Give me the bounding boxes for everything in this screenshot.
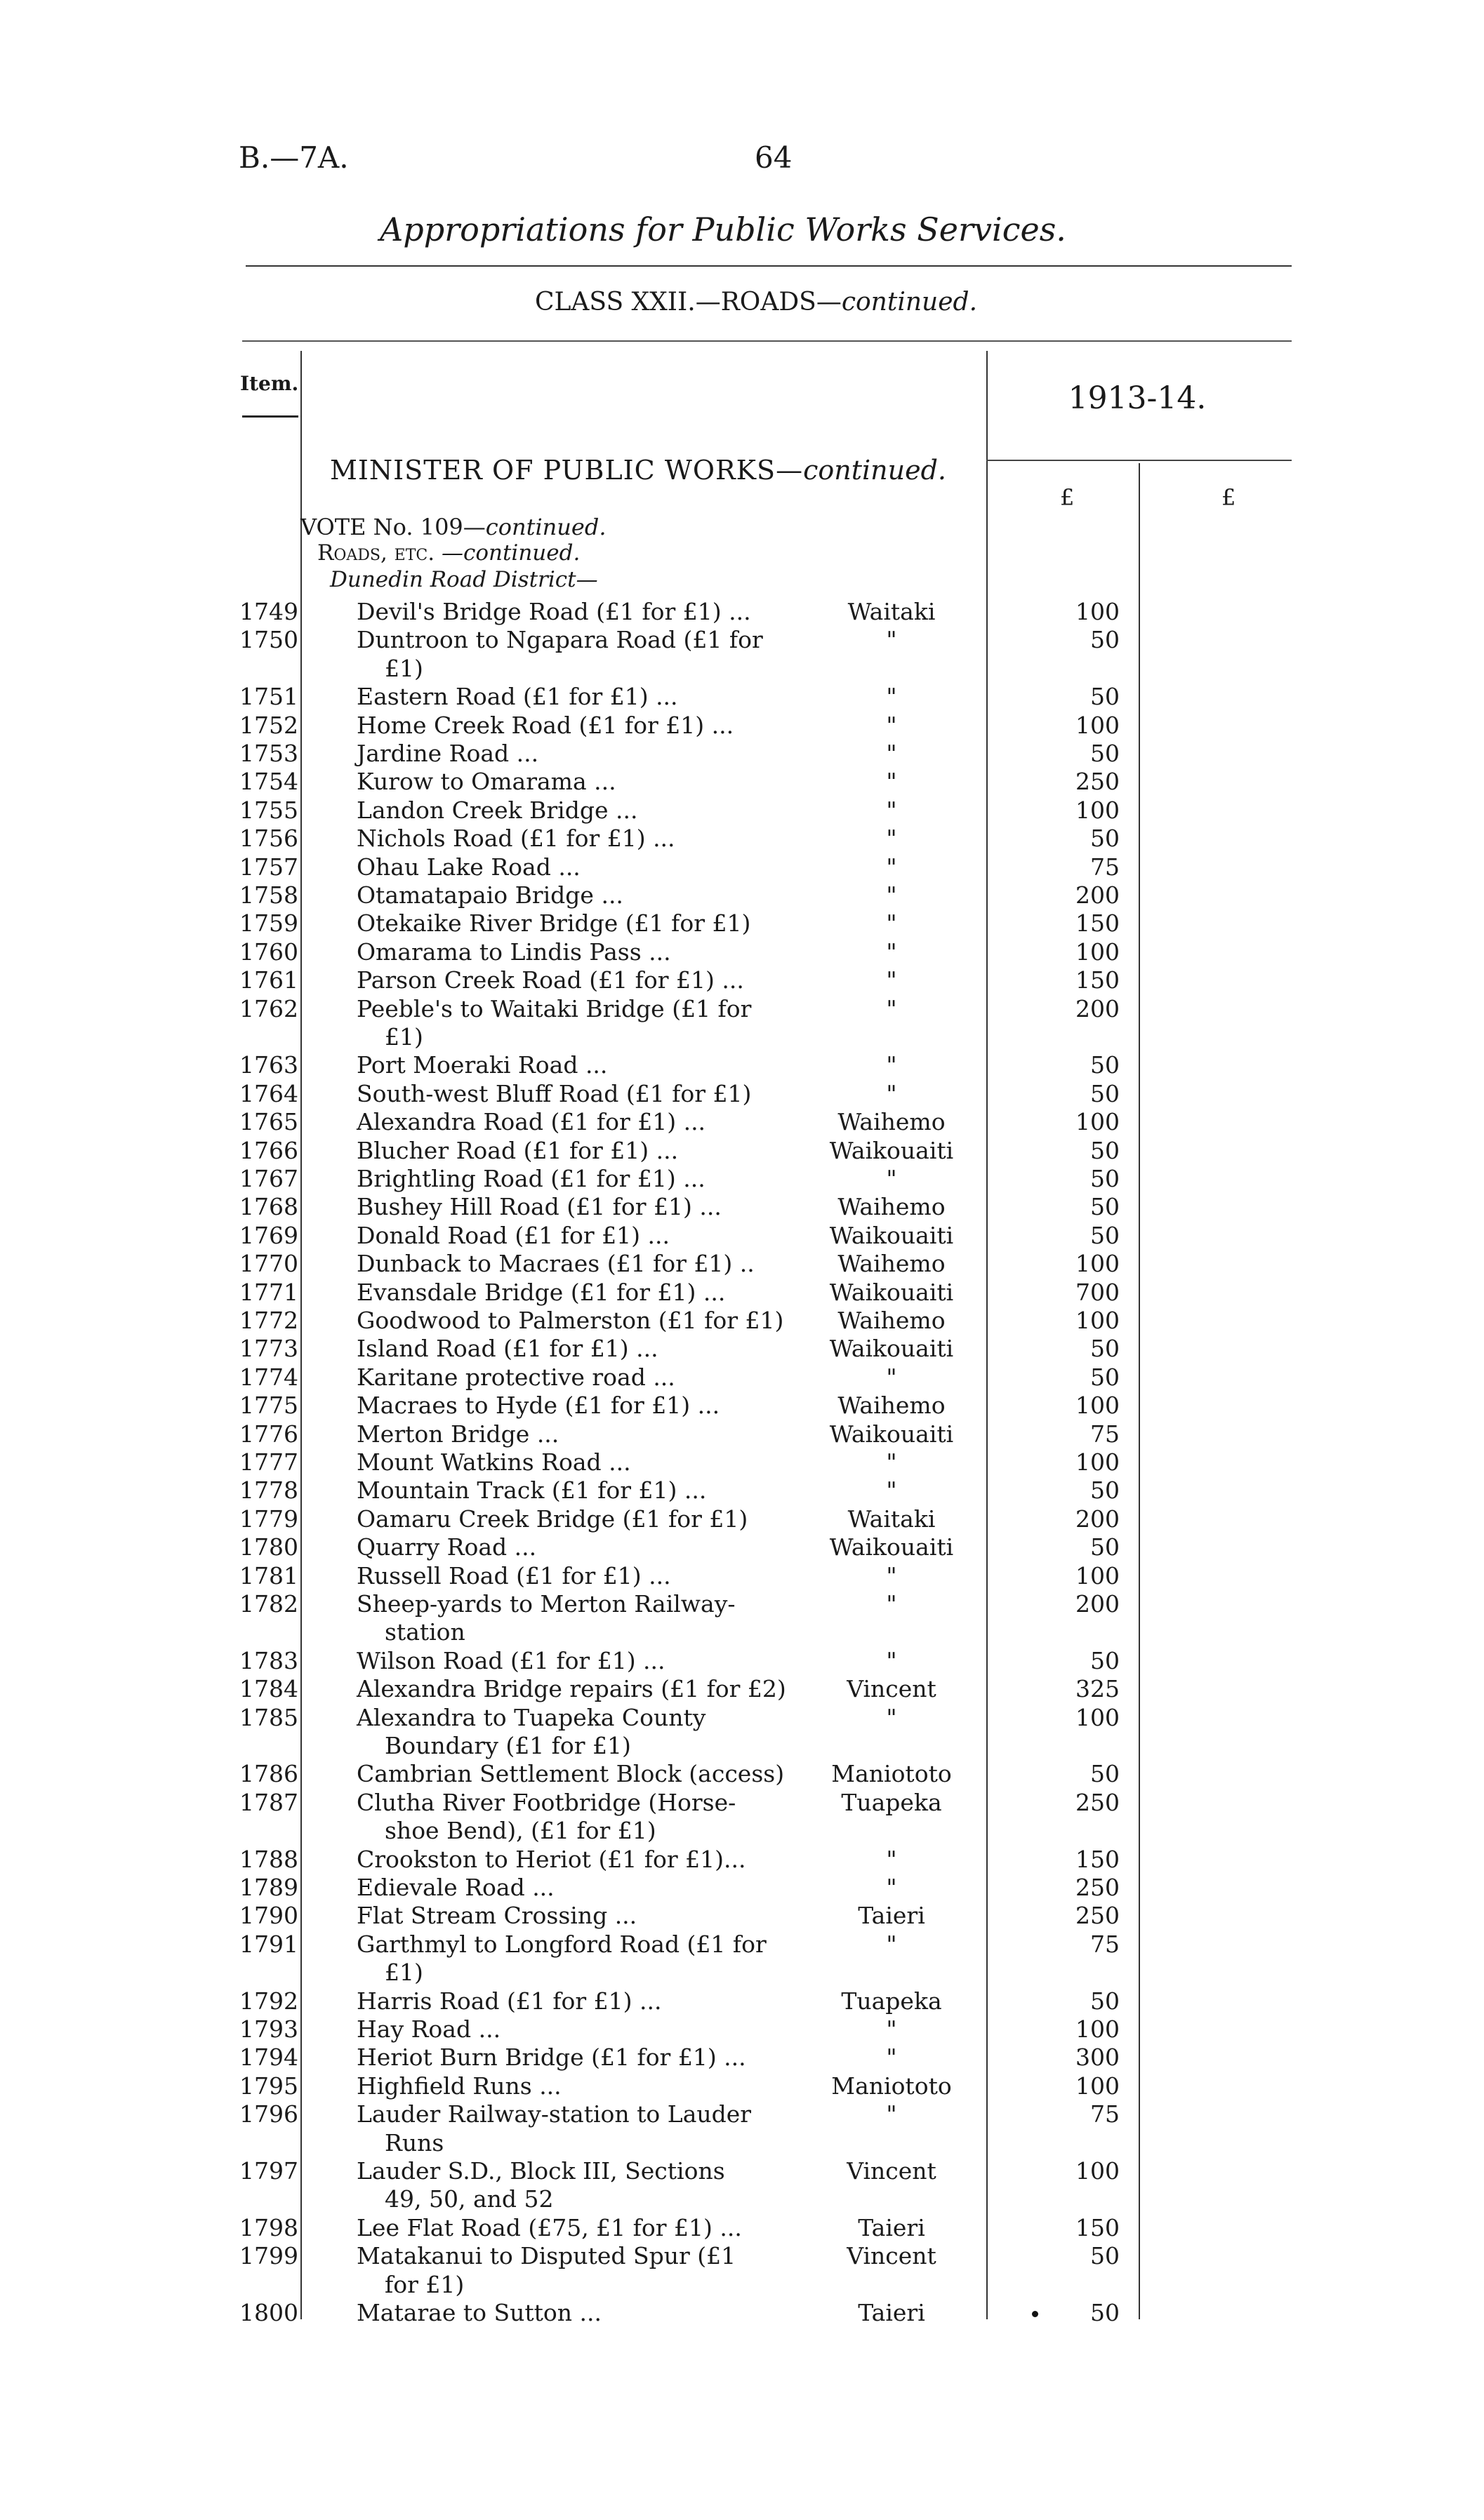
table-row	[0, 881, 1484, 909]
item-number: 1790	[239, 1902, 298, 1930]
table-row	[0, 712, 1484, 740]
item-number: 1767	[239, 1165, 298, 1192]
table-row	[0, 1703, 1484, 1759]
item-district: "	[886, 1930, 897, 1958]
district-heading: Dunedin Road District—	[330, 567, 598, 592]
item-amount: 50	[1090, 740, 1120, 767]
item-amount: 50	[1090, 1193, 1120, 1221]
table-row	[0, 1590, 1484, 1646]
item-amount: 50	[1090, 1363, 1120, 1391]
item-description: Merton Bridge ...	[357, 1420, 559, 1448]
item-district: "	[886, 909, 897, 938]
item-amount: 700	[1075, 1278, 1120, 1306]
item-description: Goodwood to Palmerston (£1 for £1)	[357, 1307, 784, 1334]
table-row	[0, 1675, 1484, 1703]
item-description: Clutha River Footbridge (Horse-	[357, 1788, 736, 1816]
item-number: 1776	[239, 1420, 298, 1448]
title-rule	[246, 265, 1292, 267]
item-description: Hay Road ...	[357, 2015, 501, 2043]
table-row	[0, 1987, 1484, 2015]
item-amount: 50	[1090, 2299, 1120, 2326]
year-header-rule	[986, 460, 1292, 461]
item-amount: 75	[1090, 2100, 1120, 2128]
item-district: "	[886, 2044, 897, 2072]
table-row	[0, 1874, 1484, 1902]
item-description: Matakanui to Disputed Spur (£1	[357, 2242, 736, 2270]
item-amount: 50	[1090, 2242, 1120, 2270]
item-description-continued: shoe Bend), (£1 for £1)	[385, 1817, 656, 1845]
item-district: "	[886, 938, 897, 966]
item-description: Ohau Lake Road ...	[357, 853, 581, 881]
table-row	[0, 966, 1484, 994]
item-description: Lauder S.D., Block III, Sections	[357, 2157, 725, 2185]
item-district: Waihemo	[837, 1250, 946, 1278]
table-row	[0, 1364, 1484, 1392]
item-district: Waihemo	[837, 1193, 946, 1221]
item-district: Waihemo	[837, 1392, 946, 1420]
item-district: "	[886, 626, 897, 654]
table-row	[0, 1165, 1484, 1193]
item-district: Waitaki	[847, 1505, 936, 1533]
item-amount: 300	[1075, 2044, 1120, 2072]
item-number: 1791	[239, 1930, 298, 1958]
table-row	[0, 2072, 1484, 2100]
item-description: Nichols Road (£1 for £1) ...	[357, 825, 675, 853]
amount-unit-1: £	[1060, 484, 1075, 511]
item-description: Lauder Railway-station to Lauder	[357, 2100, 752, 2128]
item-number: 1774	[239, 1363, 298, 1391]
item-amount: 50	[1090, 1051, 1120, 1079]
table-row	[0, 1788, 1484, 1845]
item-amount: 75	[1090, 853, 1120, 881]
item-description-continued: station	[385, 1618, 465, 1646]
item-amount: 100	[1075, 598, 1120, 625]
item-amount: 50	[1090, 825, 1120, 853]
item-description: Dunback to Macraes (£1 for £1) ..	[357, 1250, 755, 1278]
item-description: Karitane protective road ...	[357, 1363, 675, 1391]
item-description-continued: £1)	[385, 1959, 423, 1987]
item-description: Duntroon to Ngapara Road (£1 for	[357, 626, 763, 654]
table-row	[0, 1335, 1484, 1363]
item-district: Tuapeka	[841, 1987, 942, 2015]
item-district: "	[886, 853, 897, 881]
item-district: "	[886, 994, 897, 1022]
table-row	[0, 1902, 1484, 1930]
item-amount: 100	[1075, 1392, 1120, 1420]
item-district: Waikouaiti	[829, 1533, 954, 1561]
class-heading: CLASS XXII.—ROADS—continued.	[534, 288, 978, 316]
item-description: Sheep-yards to Merton Railway-	[357, 1590, 736, 1618]
item-number: 1752	[239, 711, 298, 739]
item-description: Cambrian Settlement Block (access)	[357, 1760, 785, 1788]
item-number: 1797	[239, 2157, 298, 2185]
table-row	[0, 1193, 1484, 1221]
item-district: Vincent	[847, 2157, 936, 2185]
table-row	[0, 626, 1484, 682]
item-amount: 100	[1075, 2015, 1120, 2043]
table-row	[0, 1533, 1484, 1561]
item-district: "	[886, 1646, 897, 1674]
item-description: Omarama to Lindis Pass ...	[357, 938, 671, 966]
item-district: "	[886, 1476, 897, 1505]
table-row	[0, 825, 1484, 853]
table-row	[0, 2100, 1484, 2156]
table-row	[0, 2242, 1484, 2298]
item-description: South-west Bluff Road (£1 for £1)	[357, 1079, 752, 1107]
item-description: Flat Stream Crossing ...	[357, 1902, 637, 1930]
item-description: Eastern Road (£1 for £1) ...	[357, 683, 678, 711]
item-amount: 100	[1075, 1108, 1120, 1136]
item-amount: 100	[1075, 938, 1120, 966]
item-number: 1778	[239, 1476, 298, 1505]
table-row	[0, 598, 1484, 626]
item-amount: 100	[1075, 1561, 1120, 1589]
item-number: 1768	[239, 1193, 298, 1221]
item-district: "	[886, 2015, 897, 2043]
item-description: Alexandra Road (£1 for £1) ...	[357, 1108, 706, 1136]
item-number: 1799	[239, 2242, 298, 2270]
item-number: 1793	[239, 2015, 298, 2043]
item-number: 1765	[239, 1108, 298, 1136]
item-amount: 75	[1090, 1420, 1120, 1448]
item-number: 1800	[239, 2299, 298, 2326]
item-district: "	[886, 1845, 897, 1873]
item-amount: 50	[1090, 683, 1120, 711]
item-district: "	[886, 966, 897, 994]
item-number: 1779	[239, 1505, 298, 1533]
item-amount: 50	[1090, 626, 1120, 654]
item-description: Peeble's to Waitaki Bridge (£1 for	[357, 994, 752, 1022]
item-number: 1772	[239, 1307, 298, 1334]
item-amount: 100	[1075, 2072, 1120, 2100]
table-row	[0, 909, 1484, 938]
item-district: Waikouaiti	[829, 1335, 954, 1363]
item-district: "	[886, 825, 897, 853]
item-description: Landon Creek Bridge ...	[357, 796, 638, 824]
table-row	[0, 1505, 1484, 1533]
item-description: Evansdale Bridge (£1 for £1) ...	[357, 1278, 726, 1306]
item-number: 1777	[239, 1448, 298, 1476]
item-district: Waikouaiti	[829, 1278, 954, 1306]
item-district: "	[886, 1165, 897, 1192]
table-row	[0, 1080, 1484, 1108]
item-district: "	[886, 1590, 897, 1618]
item-amount: 200	[1075, 994, 1120, 1022]
table-row	[0, 1930, 1484, 1987]
table-row	[0, 1448, 1484, 1476]
item-description: Alexandra Bridge repairs (£1 for £2)	[357, 1675, 786, 1703]
item-number: 1788	[239, 1845, 298, 1873]
item-amount: 100	[1075, 1307, 1120, 1334]
item-description: Quarry Road ...	[357, 1533, 537, 1561]
item-district: "	[886, 711, 897, 739]
item-description-continued: Runs	[385, 2128, 444, 2156]
item-number: 1798	[239, 2213, 298, 2241]
table-row	[0, 1137, 1484, 1165]
table-row	[0, 1108, 1484, 1136]
item-number: 1787	[239, 1788, 298, 1816]
document-reference: B.—7A.	[239, 140, 349, 175]
table-row	[0, 683, 1484, 711]
item-description: Jardine Road ...	[357, 740, 539, 767]
item-district: Waihemo	[837, 1307, 946, 1334]
item-district: "	[886, 1363, 897, 1391]
item-description: Donald Road (£1 for £1) ...	[357, 1221, 670, 1249]
item-district: Waikouaiti	[829, 1221, 954, 1249]
item-description-continued: 49, 50, and 52	[385, 2185, 554, 2213]
item-district: Vincent	[847, 2242, 936, 2270]
table-row	[0, 2044, 1484, 2072]
item-description-continued: Boundary (£1 for £1)	[385, 1731, 631, 1759]
item-district: "	[886, 740, 897, 767]
table-row	[0, 796, 1484, 825]
item-district: Maniototo	[831, 2072, 952, 2100]
item-amount: 150	[1075, 1845, 1120, 1873]
item-district: Taieri	[858, 2299, 925, 2326]
item-amount: 50	[1090, 1221, 1120, 1249]
item-amount: 75	[1090, 1930, 1120, 1958]
item-header-rule	[242, 415, 298, 418]
item-number: 1782	[239, 1590, 298, 1618]
item-description: Highfield Runs ...	[357, 2072, 562, 2100]
item-amount: 50	[1090, 1165, 1120, 1192]
item-description: Lee Flat Road (£75, £1 for £1) ...	[357, 2213, 742, 2241]
item-amount: 150	[1075, 909, 1120, 938]
item-number: 1780	[239, 1533, 298, 1561]
item-description-continued: for £1)	[385, 2270, 465, 2298]
item-description: Otekaike River Bridge (£1 for £1)	[357, 909, 751, 938]
item-number: 1786	[239, 1760, 298, 1788]
item-district: Waikouaiti	[829, 1136, 954, 1164]
item-amount: 50	[1090, 1646, 1120, 1674]
table-row	[0, 1647, 1484, 1675]
item-number: 1755	[239, 796, 298, 824]
item-district: "	[886, 1079, 897, 1107]
vote-heading: VOTE No. 109—continued.	[300, 514, 607, 540]
item-amount: 100	[1075, 711, 1120, 739]
item-description: Macraes to Hyde (£1 for £1) ...	[357, 1392, 720, 1420]
page-number: 64	[755, 140, 793, 175]
item-description: Kurow to Omarama ...	[357, 768, 616, 796]
item-district: Vincent	[847, 1675, 936, 1703]
item-amount: 50	[1090, 1987, 1120, 2015]
item-amount: 250	[1075, 768, 1120, 796]
table-row	[0, 1250, 1484, 1278]
table-row	[0, 2157, 1484, 2213]
item-description: Oamaru Creek Bridge (£1 for £1)	[357, 1505, 748, 1533]
item-number: 1766	[239, 1136, 298, 1164]
item-description: Matarae to Sutton ...	[357, 2299, 602, 2326]
item-amount: 50	[1090, 1476, 1120, 1505]
item-district: "	[886, 768, 897, 796]
item-number: 1762	[239, 994, 298, 1022]
item-description: Devil's Bridge Road (£1 for £1) ...	[357, 598, 751, 625]
item-description: Island Road (£1 for £1) ...	[357, 1335, 658, 1363]
item-number: 1773	[239, 1335, 298, 1363]
item-description: Parson Creek Road (£1 for £1) ...	[357, 966, 744, 994]
item-district: Waihemo	[837, 1108, 946, 1136]
item-district: "	[886, 881, 897, 909]
table-row	[0, 768, 1484, 796]
roads-heading: Roads, etc. —continued.	[317, 540, 581, 566]
item-description: Brightling Road (£1 for £1) ...	[357, 1165, 705, 1192]
item-amount: 50	[1090, 1335, 1120, 1363]
item-number: 1784	[239, 1675, 298, 1703]
item-amount: 50	[1090, 1533, 1120, 1561]
item-number: 1753	[239, 740, 298, 767]
item-amount: 50	[1090, 1760, 1120, 1788]
item-description-continued: £1)	[385, 1022, 423, 1051]
item-number: 1769	[239, 1221, 298, 1249]
table-row	[0, 1392, 1484, 1420]
minister-heading: MINISTER OF PUBLIC WORKS—continued.	[330, 455, 946, 486]
item-description: Russell Road (£1 for £1) ...	[357, 1561, 671, 1589]
item-district: "	[886, 1561, 897, 1589]
item-number: 1750	[239, 626, 298, 654]
item-number: 1781	[239, 1561, 298, 1589]
item-number: 1771	[239, 1278, 298, 1306]
item-number: 1760	[239, 938, 298, 966]
item-amount: 200	[1075, 881, 1120, 909]
table-row	[0, 1562, 1484, 1590]
item-amount: 100	[1075, 1250, 1120, 1278]
item-number: 1796	[239, 2100, 298, 2128]
item-amount: 250	[1075, 1788, 1120, 1816]
item-district: Taieri	[858, 1902, 925, 1930]
item-description: Otamatapaio Bridge ...	[357, 881, 623, 909]
item-description: Heriot Burn Bridge (£1 for £1) ...	[357, 2044, 746, 2072]
item-amount: 250	[1075, 1874, 1120, 1901]
table-row	[0, 938, 1484, 966]
table-row	[0, 1222, 1484, 1250]
item-district: "	[886, 1703, 897, 1731]
item-number: 1756	[239, 825, 298, 853]
item-amount: 150	[1075, 2213, 1120, 2241]
item-amount: 50	[1090, 1136, 1120, 1164]
table-row	[0, 1307, 1484, 1335]
item-district: "	[886, 683, 897, 711]
item-amount: 100	[1075, 1448, 1120, 1476]
table-row	[0, 2214, 1484, 2242]
item-amount: 250	[1075, 1902, 1120, 1930]
table-row	[0, 1420, 1484, 1448]
item-number: 1785	[239, 1703, 298, 1731]
item-number: 1761	[239, 966, 298, 994]
item-number: 1795	[239, 2072, 298, 2100]
item-district: "	[886, 1448, 897, 1476]
item-amount: 150	[1075, 966, 1120, 994]
item-description: Home Creek Road (£1 for £1) ...	[357, 711, 734, 739]
item-description: Edievale Road ...	[357, 1874, 555, 1901]
table-row	[0, 1476, 1484, 1505]
item-district: Waitaki	[847, 598, 936, 625]
item-number: 1764	[239, 1079, 298, 1107]
item-amount: 200	[1075, 1505, 1120, 1533]
item-description: Alexandra to Tuapeka County	[357, 1703, 706, 1731]
item-district: Taieri	[858, 2213, 925, 2241]
item-description: Bushey Hill Road (£1 for £1) ...	[357, 1193, 722, 1221]
table-row	[0, 740, 1484, 768]
table-top-rule	[242, 340, 1292, 342]
item-number: 1759	[239, 909, 298, 938]
item-description: Mount Watkins Road ...	[357, 1448, 631, 1476]
item-description: Garthmyl to Longford Road (£1 for	[357, 1930, 767, 1958]
table-row	[0, 2015, 1484, 2044]
table-row	[0, 1051, 1484, 1079]
item-description: Blucher Road (£1 for £1) ...	[357, 1136, 679, 1164]
item-description: Wilson Road (£1 for £1) ...	[357, 1646, 665, 1674]
table-row	[0, 1760, 1484, 1788]
item-description: Harris Road (£1 for £1) ...	[357, 1987, 662, 2015]
item-district: Maniototo	[831, 1760, 952, 1788]
item-amount: 100	[1075, 2157, 1120, 2185]
page-title: Appropriations for Public Works Services.	[380, 211, 1066, 248]
item-description-continued: £1)	[385, 654, 423, 682]
item-number: 1775	[239, 1392, 298, 1420]
item-number: 1763	[239, 1051, 298, 1079]
item-number: 1789	[239, 1874, 298, 1901]
table-row	[0, 994, 1484, 1051]
item-number: 1751	[239, 683, 298, 711]
item-amount: 50	[1090, 1079, 1120, 1107]
table-row	[0, 1846, 1484, 1874]
item-district: Tuapeka	[841, 1788, 942, 1816]
item-district: "	[886, 2100, 897, 2128]
table-row	[0, 1279, 1484, 1307]
item-number: 1794	[239, 2044, 298, 2072]
item-number: 1758	[239, 881, 298, 909]
item-amount: 325	[1075, 1675, 1120, 1703]
item-description: Crookston to Heriot (£1 for £1)...	[357, 1845, 746, 1873]
item-column-header: Item.	[240, 372, 299, 395]
item-district: Waikouaiti	[829, 1420, 954, 1448]
item-district: "	[886, 1874, 897, 1901]
item-number: 1754	[239, 768, 298, 796]
item-number: 1770	[239, 1250, 298, 1278]
item-number: 1749	[239, 598, 298, 625]
item-description: Mountain Track (£1 for £1) ...	[357, 1476, 707, 1505]
item-number: 1757	[239, 853, 298, 881]
item-amount: 100	[1075, 796, 1120, 824]
amount-unit-2: £	[1221, 484, 1236, 511]
bullet-mark	[1032, 2311, 1038, 2317]
table-row	[0, 853, 1484, 881]
item-amount: 200	[1075, 1590, 1120, 1618]
item-amount: 100	[1075, 1703, 1120, 1731]
item-number: 1792	[239, 1987, 298, 2015]
item-district: "	[886, 1051, 897, 1079]
item-description: Port Moeraki Road ...	[357, 1051, 608, 1079]
item-number: 1783	[239, 1646, 298, 1674]
year-column-header: 1913-14.	[1068, 380, 1207, 416]
item-district: "	[886, 796, 897, 824]
table-row	[0, 2299, 1484, 2327]
